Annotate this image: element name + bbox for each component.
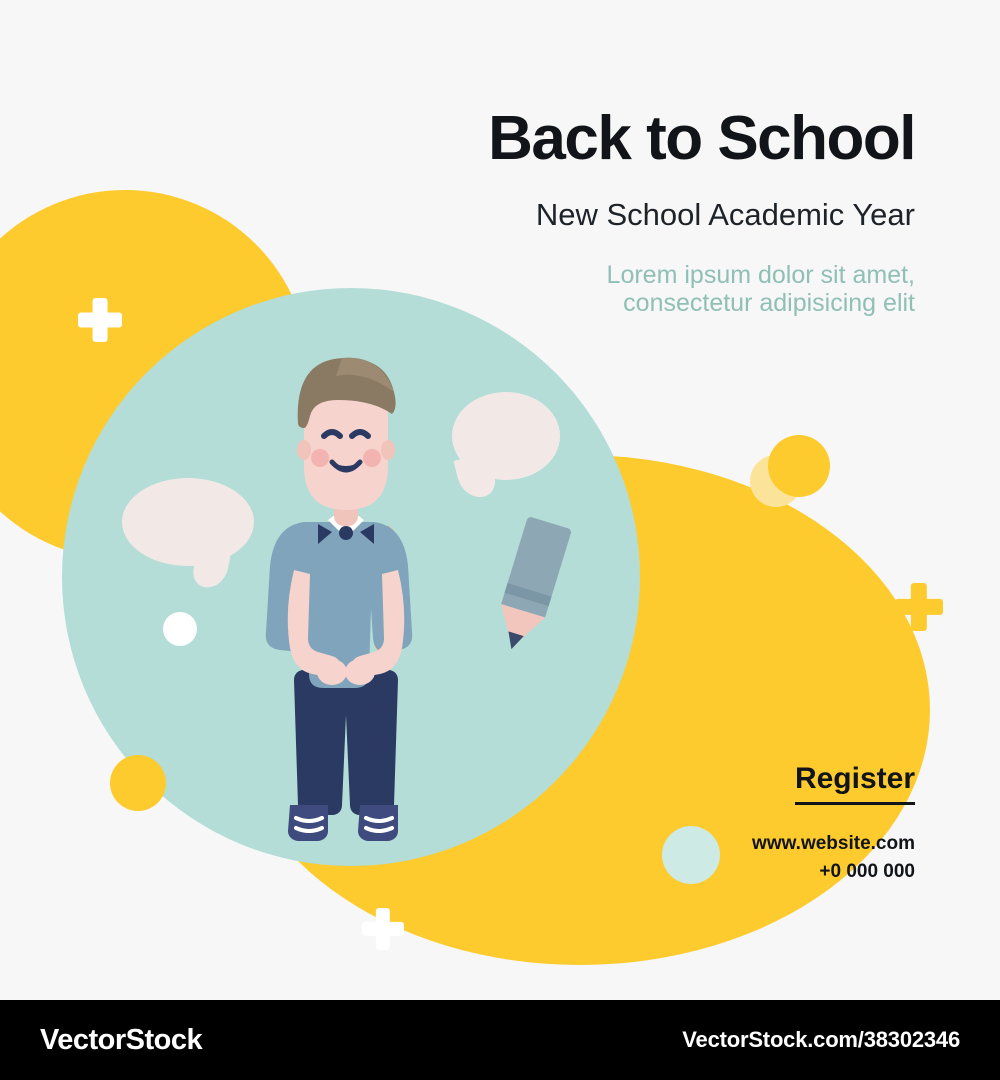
contact-info: [752, 830, 915, 885]
vectorstock-logo: VectorStock: [40, 1023, 203, 1056]
decorative-dot-white: [163, 612, 197, 646]
website-text: www.website.com: [752, 833, 915, 854]
plus-icon: [362, 908, 404, 950]
speech-bubble-right: [452, 392, 560, 480]
decorative-dot-yellow-small: [110, 755, 166, 811]
speech-bubble-left: [122, 478, 254, 566]
page-subtitle: New School Academic Year: [535, 197, 915, 232]
phone-text: +0 000 000: [819, 860, 915, 882]
decorative-dot-yellow: [768, 435, 830, 497]
asset-id-text: VectorStock.com/38302346: [682, 1027, 960, 1052]
register-link[interactable]: Register: [795, 762, 915, 805]
plus-icon: [895, 583, 943, 631]
watermark-footer: [0, 1000, 1000, 1080]
body-copy: Lorem ipsum dolor sit amet, consectetur adipisicing elit: [606, 261, 915, 317]
decorative-dot-mint: [662, 826, 720, 884]
page-title: Back to School: [488, 104, 915, 173]
schoolboy-character: [246, 300, 446, 860]
plus-icon: [78, 298, 122, 342]
